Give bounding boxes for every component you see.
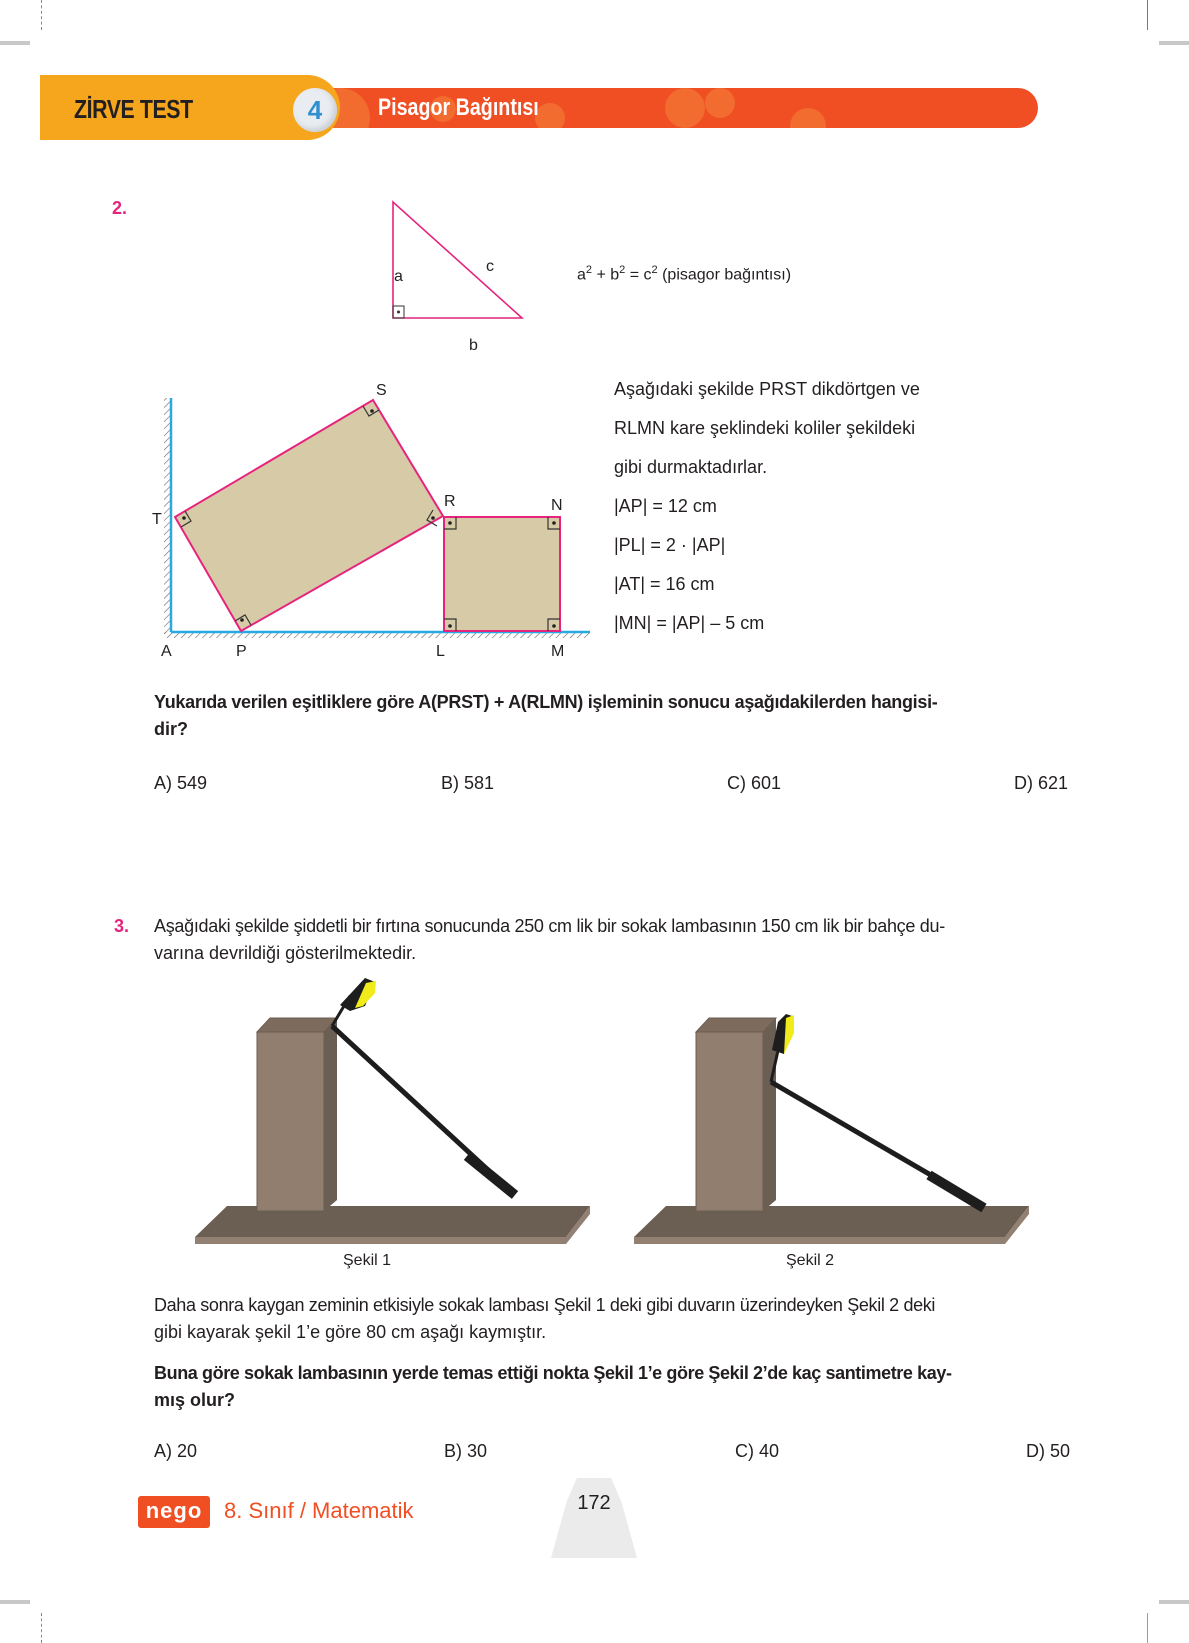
point-label-s: S: [376, 382, 387, 399]
triangle-label-b: b: [469, 337, 478, 354]
given-pl: |PL| = 2 · |AP|: [614, 535, 726, 555]
figure-1-lamp-illustration: [195, 978, 595, 1248]
crop-mark: [1147, 1613, 1148, 1643]
question-3-body-cont: gibi kayarak şekil 1’e göre 80 cm aşağı kaymıştır.: [154, 1322, 547, 1342]
option-b[interactable]: B) 581: [441, 773, 495, 793]
crop-mark: [1159, 1600, 1189, 1604]
point-label-t: T: [152, 511, 162, 528]
boxes-figure: [160, 390, 590, 640]
option-c[interactable]: C) 601: [727, 773, 782, 793]
given-ap: |AP| = 12 cm: [614, 496, 717, 516]
option-b[interactable]: B) 30: [444, 1441, 488, 1461]
option-a[interactable]: A) 549: [154, 773, 208, 793]
description-line: Aşağıdaki şekilde PRST dikdörtgen ve: [614, 379, 920, 399]
given-mn: |MN| = |AP| – 5 cm: [614, 613, 765, 633]
question-3-intro: Aşağıdaki şekilde şiddetli bir fırtına sonucunda 250 cm lik bir sokak lambasının 150 cm lik bir bahçe du-: [154, 916, 945, 936]
question-number: 2.: [112, 198, 128, 218]
figure-2-lamp-illustration: [634, 978, 1034, 1248]
crop-mark: [0, 41, 30, 45]
point-label-r: R: [444, 493, 456, 510]
description-line: gibi durmaktadırlar.: [614, 457, 768, 477]
question-3-prompt: Buna göre sokak lambasının yerde temas ettiği nokta Şekil 1’e göre Şekil 2’de kaç santimetre kay-: [154, 1363, 952, 1383]
figure-1-caption: Şekil 1: [343, 1252, 392, 1269]
publisher-logo: nego: [138, 1496, 210, 1528]
page-number: 172: [577, 1492, 611, 1514]
crop-mark: [0, 1600, 30, 1604]
series-title: ZİRVE TEST: [74, 94, 193, 124]
option-a[interactable]: A) 20: [154, 1441, 198, 1461]
topic-title: Pisagor Bağıntısı: [378, 94, 539, 121]
triangle-label-a: a: [394, 268, 403, 285]
question-3-body: Daha sonra kaygan zeminin etkisiyle sokak lambası Şekil 1 deki gibi duvarın üzerindeyken Şekil 2 deki: [154, 1295, 936, 1315]
point-label-m: M: [551, 643, 565, 660]
option-d[interactable]: D) 621: [1014, 773, 1069, 793]
option-c[interactable]: C) 40: [735, 1441, 780, 1461]
point-label-l: L: [436, 643, 445, 660]
point-label-p: P: [236, 643, 247, 660]
crop-mark: [1147, 0, 1148, 30]
point-label-n: N: [551, 497, 563, 514]
crop-mark: [41, 0, 42, 30]
course-label: 8. Sınıf / Matematik: [224, 1498, 414, 1523]
page-number-background: [551, 1478, 637, 1558]
crop-mark: [1159, 41, 1189, 45]
given-at: |AT| = 16 cm: [614, 574, 715, 594]
point-label-a: A: [161, 643, 172, 660]
question-number: 3.: [114, 916, 130, 936]
triangle-label-c: c: [486, 258, 494, 275]
crop-mark: [41, 1613, 42, 1643]
question-3-intro-cont: varına devrildiği gösterilmektedir.: [154, 943, 417, 963]
test-number-badge: 4: [293, 88, 337, 132]
description-line: RLMN kare şeklindeki koliler şekildeki: [614, 418, 916, 438]
right-triangle-diagram: [380, 200, 540, 325]
question-2-prompt: Yukarıda verilen eşitliklere göre A(PRST) + A(RLMN) işleminin sonucu aşağıdakilerden hangisi-: [154, 692, 938, 712]
option-d[interactable]: D) 50: [1026, 1441, 1071, 1461]
figure-2-caption: Şekil 2: [786, 1252, 835, 1269]
question-3-prompt-cont: mış olur?: [154, 1390, 236, 1410]
question-2-prompt-cont: dir?: [154, 719, 188, 739]
pythagorean-formula: $a^2 + b^2 = c^2$ (pisagor bağıntısı): [577, 264, 792, 284]
